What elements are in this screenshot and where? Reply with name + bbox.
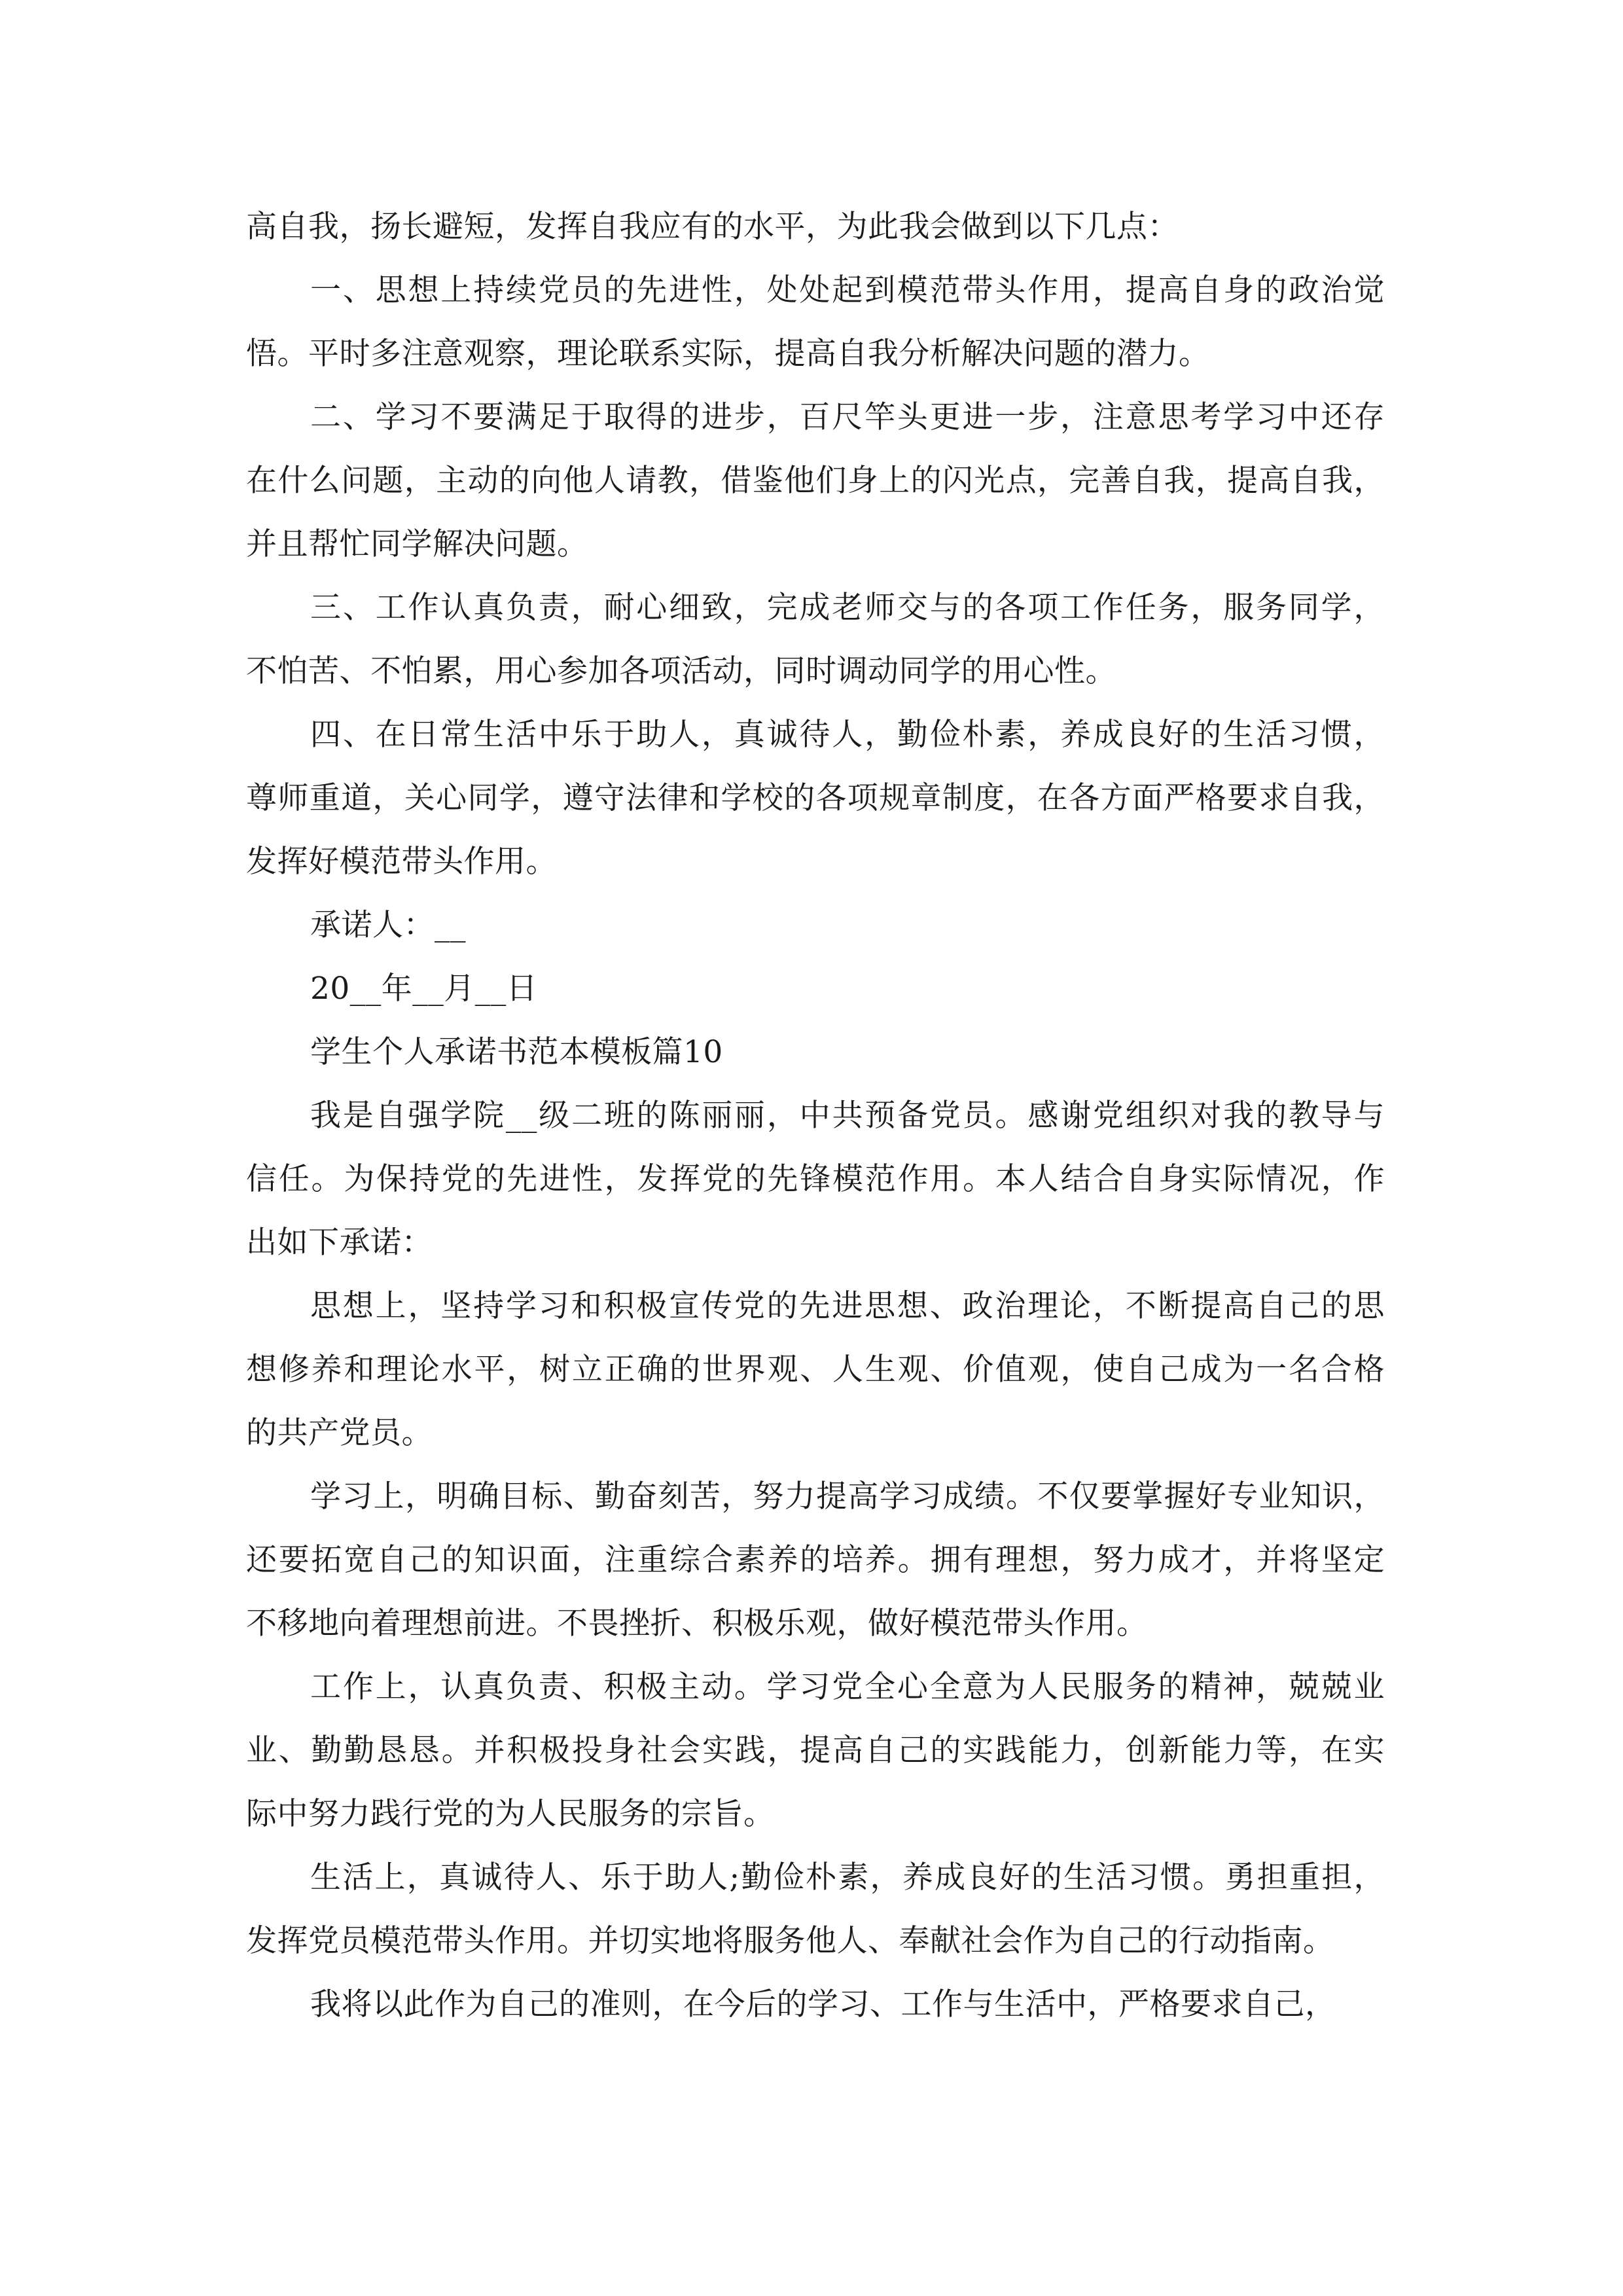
paragraph (246, 195, 1385, 259)
text-line: 出如下承诺： (246, 1225, 433, 1261)
text-line: 际中努力践行党的为人民服务的宗旨。 (246, 1796, 775, 1832)
text-line: 高自我，扬长避短，发挥自我应有的水平，为此我会做到以下几点： (246, 209, 1179, 245)
document-body (246, 195, 1385, 2036)
text-line: 并且帮忙同学解决问题。 (246, 526, 588, 562)
text-line: 不移地向着理想前进。不畏挫折、积极乐观，做好模范带头作用。 (246, 1605, 1148, 1641)
paragraph (246, 703, 1385, 893)
text-line: 信任。为保持党的先进性，发挥党的先锋模范作用。本人结合自身实际情况，作 (246, 1161, 1385, 1197)
paragraph (246, 386, 1385, 576)
paragraph (246, 1846, 1385, 1973)
paragraph (246, 1020, 1385, 1084)
text-line: 我是自强学院__级二班的陈丽丽，中共预备党员。感谢党组织对我的教导与 (310, 1098, 1385, 1134)
text-line: 三、工作认真负责，耐心细致，完成老师交与的各项工作任务，服务同学， (310, 590, 1385, 626)
text-line: 发挥好模范带头作用。 (246, 844, 557, 880)
text-line: 生活上，真诚待人、乐于助人;勤俭朴素，养成良好的生活习惯。勇担重担， (310, 1859, 1385, 1895)
text-line: 我将以此作为自己的准则，在今后的学习、工作与生活中，严格要求自己， (310, 1986, 1336, 2022)
text-line: 的共产党员。 (246, 1415, 433, 1451)
text-line: 不怕苦、不怕累，用心参加各项活动，同时调动同学的用心性。 (246, 653, 1116, 689)
text-line: 工作上，认真负责、积极主动。学习党全心全意为人民服务的精神，兢兢业 (310, 1669, 1385, 1705)
text-line: 尊师重道，关心同学，遵守法律和学校的各项规章制度，在各方面严格要求自我， (246, 780, 1385, 816)
paragraph (246, 576, 1385, 703)
paragraph (246, 1973, 1385, 2036)
text-line: 承诺人：__ (310, 907, 466, 943)
paragraph (246, 1655, 1385, 1846)
paragraph (246, 1465, 1385, 1655)
text-line: 二、学习不要满足于取得的进步，百尺竿头更进一步，注意思考学习中还存 (310, 399, 1385, 435)
text-line: 还要拓宽自己的知识面，注重综合素养的培养。拥有理想，努力成才，并将坚定 (246, 1542, 1385, 1578)
text-line: 一、思想上持续党员的先进性，处处起到模范带头作用，提高自身的政治觉 (310, 272, 1385, 308)
text-line: 想修养和理论水平，树立正确的世界观、人生观、价值观，使自己成为一名合格 (246, 1352, 1385, 1388)
text-line: 20__年__月__日 (310, 971, 538, 1007)
paragraph (246, 893, 1385, 957)
text-line: 业、勤勤恳恳。并积极投身社会实践，提高自己的实践能力，创新能力等，在实 (246, 1732, 1385, 1768)
text-line: 学习上，明确目标、勤奋刻苦，努力提高学习成绩。不仅要掌握好专业知识， (310, 1479, 1385, 1515)
text-line: 四、在日常生活中乐于助人，真诚待人，勤俭朴素，养成良好的生活习惯， (310, 717, 1385, 753)
text-line: 悟。平时多注意观察，理论联系实际，提高自我分析解决问题的潜力。 (246, 336, 1210, 372)
paragraph (246, 1084, 1385, 1274)
paragraph (246, 957, 1385, 1020)
text-line: 在什么问题，主动的向他人请教，借鉴他们身上的闪光点，完善自我，提高自我， (246, 463, 1385, 499)
paragraph (246, 1274, 1385, 1465)
text-line: 发挥党员模范带头作用。并切实地将服务他人、奉献社会作为自己的行动指南。 (246, 1923, 1334, 1959)
text-line: 思想上，坚持学习和积极宣传党的先进思想、政治理论，不断提高自己的思 (310, 1288, 1385, 1324)
paragraph (246, 259, 1385, 386)
text-line: 学生个人承诺书范本模板篇10 (310, 1034, 723, 1070)
